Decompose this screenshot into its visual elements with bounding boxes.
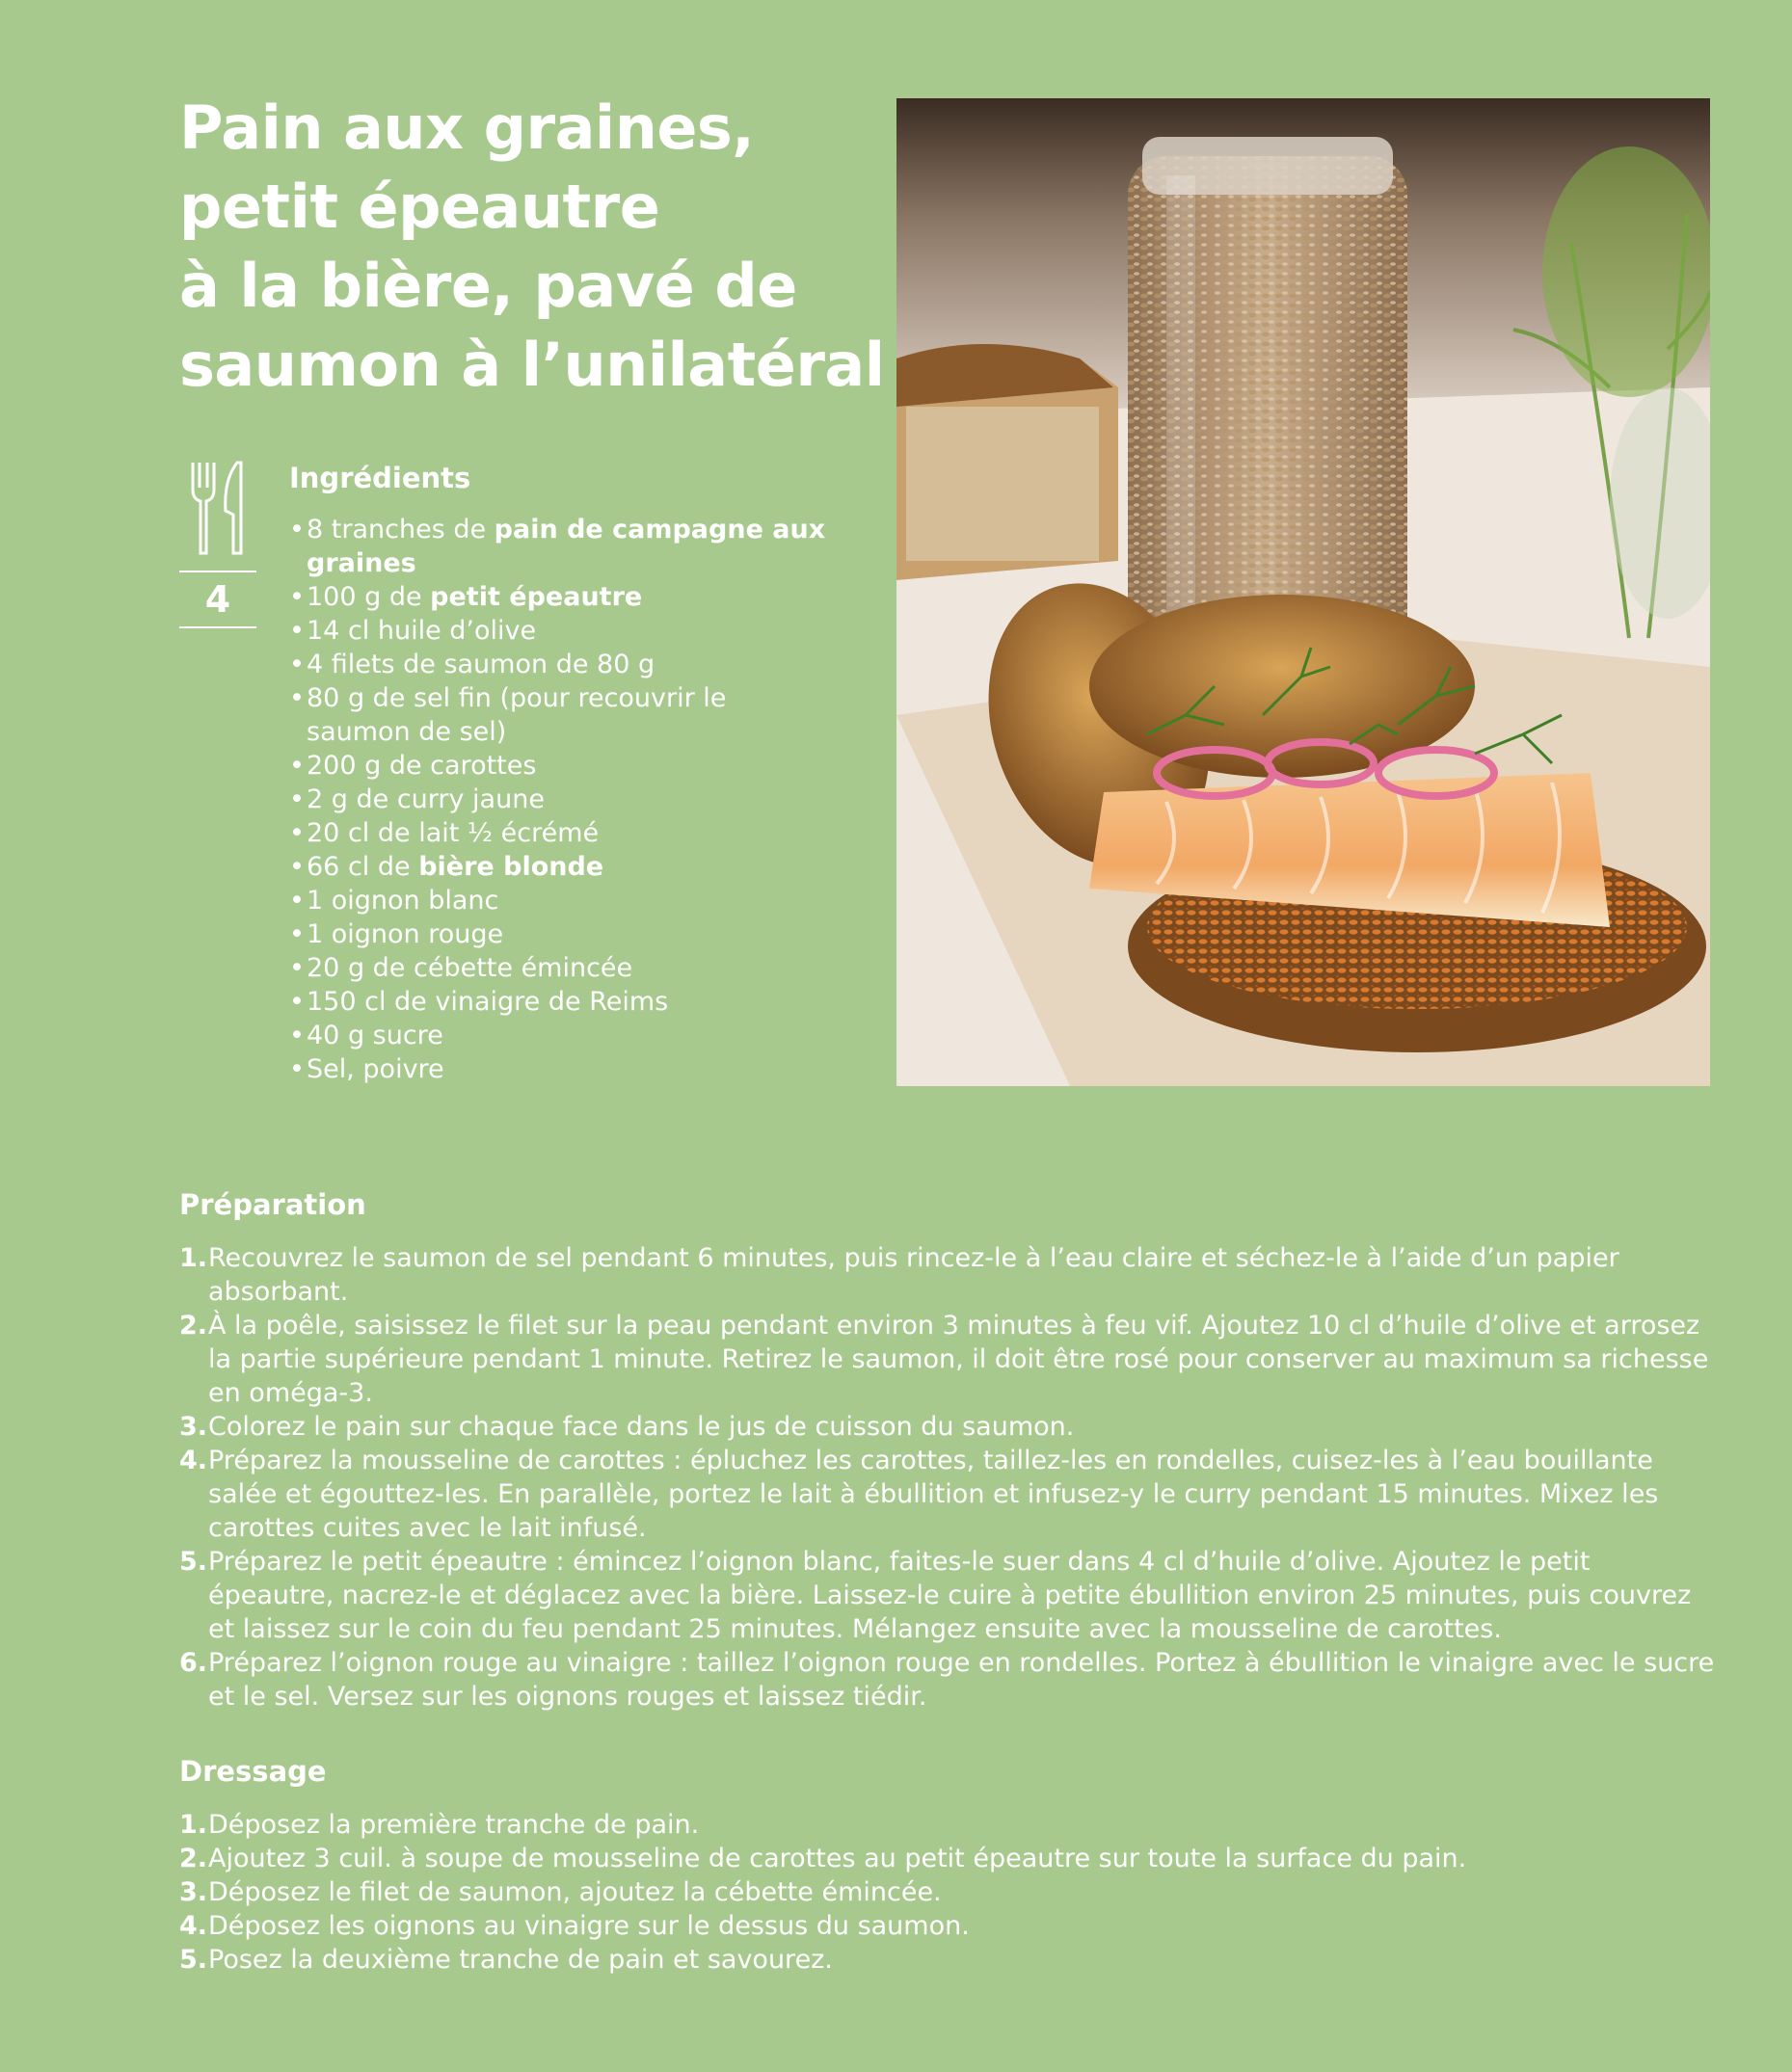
ingredient-item: • Sel, poivre	[289, 1052, 829, 1086]
dressage-section	[179, 1752, 1722, 1977]
dish-photo-illustration	[896, 98, 1710, 1086]
step-number: 3.	[179, 1412, 208, 1442]
dressage-step	[179, 1842, 1722, 1875]
step-text: Recouvrez le saumon de sel pendant 6 minutes, puis rincez-le à l’eau claire et séchez-le à l’aide d’un papier absorbant.	[208, 1243, 1619, 1307]
step-number: 4.	[179, 1911, 208, 1941]
preparation-step	[179, 1545, 1722, 1646]
ingredient-item: • 200 g de carottes	[289, 749, 829, 783]
dressage-heading: Dressage	[179, 1755, 327, 1788]
ingredient-item: • 14 cl huile d’olive	[289, 614, 829, 648]
step-text: Préparez la mousseline de carottes : épluchez les carottes, taillez-les en rondelles, cuisez-les à l’eau bouillante salée et égouttez-les. En parallèle, portez le lait à ébullition et infusez-y le curry pendant 15 minutes. Mixez les carottes cuites avec le lait infusé.	[208, 1446, 1659, 1543]
step-number: 5.	[179, 1945, 208, 1975]
ingredients-heading: Ingrédients	[289, 462, 471, 494]
ingredient-item: • 80 g de sel fin (pour recouvrir le saumon de sel)	[289, 681, 829, 749]
fork-knife-icon	[187, 461, 249, 557]
ingredient-item: • 20 cl de lait ½ écrémé	[289, 816, 829, 850]
recipe-title	[179, 89, 885, 405]
servings-count: 4	[204, 578, 231, 621]
servings-divider-bottom	[179, 626, 256, 628]
ingredient-highlight: petit épeautre	[430, 582, 643, 612]
ingredient-item: • 8 tranches de pain de campagne aux graines	[289, 513, 829, 580]
ingredient-item: • 4 filets de saumon de 80 g	[289, 648, 829, 681]
step-text: Préparez l’oignon rouge au vinaigre : taillez l’oignon rouge en rondelles. Portez à ébullition le vinaigre avec le sucre et le sel. Versez sur les oignons rouges et laissez tiédir.	[208, 1648, 1715, 1712]
preparation-steps	[179, 1241, 1722, 1713]
preparation-heading: Préparation	[179, 1188, 366, 1221]
ingredient-item: • 1 oignon blanc	[289, 884, 829, 917]
preparation-step	[179, 1646, 1722, 1713]
step-text: Déposez le filet de saumon, ajoutez la cébette émincée.	[208, 1877, 942, 1907]
dressage-steps	[179, 1808, 1722, 1977]
preparation-step	[179, 1410, 1722, 1444]
ingredient-item: • 2 g de curry jaune	[289, 783, 829, 816]
step-text: Ajoutez 3 cuil. à soupe de mousseline de carottes au petit épeautre sur toute la surface du pain.	[208, 1844, 1467, 1873]
title-line: petit épeautre	[179, 172, 660, 242]
preparation-step	[179, 1309, 1722, 1410]
step-number: 1.	[179, 1243, 208, 1273]
step-text: Préparez le petit épeautre : émincez l’oignon blanc, faites-le suer dans 4 cl d’huile d’olive. Ajoutez le petit épeautre, nacrez-le et déglacez avec la bière. Laissez-le cuire à petite ébullition environ 25 minutes, puis couvrez et laissez sur le coin du feu pendant 25 minutes. Mélangez ensuite avec la mousseline de carottes.	[208, 1547, 1692, 1644]
ingredients-list	[289, 513, 829, 1086]
servings-block	[179, 461, 256, 628]
ingredient-highlight: pain de campagne aux graines	[307, 515, 826, 578]
dressage-step	[179, 1875, 1722, 1909]
step-number: 3.	[179, 1877, 208, 1907]
preparation-section	[179, 1185, 1722, 1713]
step-text: Déposez la première tranche de pain.	[208, 1810, 700, 1840]
step-number: 2.	[179, 1311, 208, 1341]
step-text: Posez la deuxième tranche de pain et savourez.	[208, 1945, 833, 1975]
ingredient-item: • 66 cl de bière blonde	[289, 850, 829, 884]
step-text: À la poêle, saisissez le filet sur la peau pendant environ 3 minutes à feu vif. Ajoutez 10 cl d’huile d’olive et arrosez la partie supérieure pendant 1 minute. Retirez le saumon, il doit être rosé pour conserver au maximum sa richesse en oméga-3.	[208, 1311, 1709, 1408]
ingredients-section	[289, 459, 829, 1086]
dressage-step	[179, 1808, 1722, 1842]
ingredient-item: • 150 cl de vinaigre de Reims	[289, 985, 829, 1019]
step-number: 4.	[179, 1446, 208, 1475]
recipe-photo	[896, 98, 1710, 1086]
step-text: Colorez le pain sur chaque face dans le jus de cuisson du saumon.	[208, 1412, 1075, 1442]
ingredient-item: • 40 g sucre	[289, 1019, 829, 1052]
step-number: 1.	[179, 1810, 208, 1840]
ingredient-highlight: bière blonde	[418, 852, 604, 882]
preparation-step	[179, 1241, 1722, 1309]
ingredient-item: • 1 oignon rouge	[289, 917, 829, 951]
title-line: saumon à l’unilatéral	[179, 330, 885, 400]
dressage-step	[179, 1909, 1722, 1943]
title-line: à la bière, pavé de	[179, 251, 797, 321]
step-number: 2.	[179, 1844, 208, 1873]
step-text: Déposez les oignons au vinaigre sur le dessus du saumon.	[208, 1911, 970, 1941]
step-number: 6.	[179, 1648, 208, 1678]
dressage-step	[179, 1943, 1722, 1977]
ingredient-item: • 100 g de petit épeautre	[289, 580, 829, 614]
step-number: 5.	[179, 1547, 208, 1577]
title-line: Pain aux graines,	[179, 93, 755, 163]
ingredient-item: • 20 g de cébette émincée	[289, 951, 829, 985]
preparation-step	[179, 1444, 1722, 1545]
